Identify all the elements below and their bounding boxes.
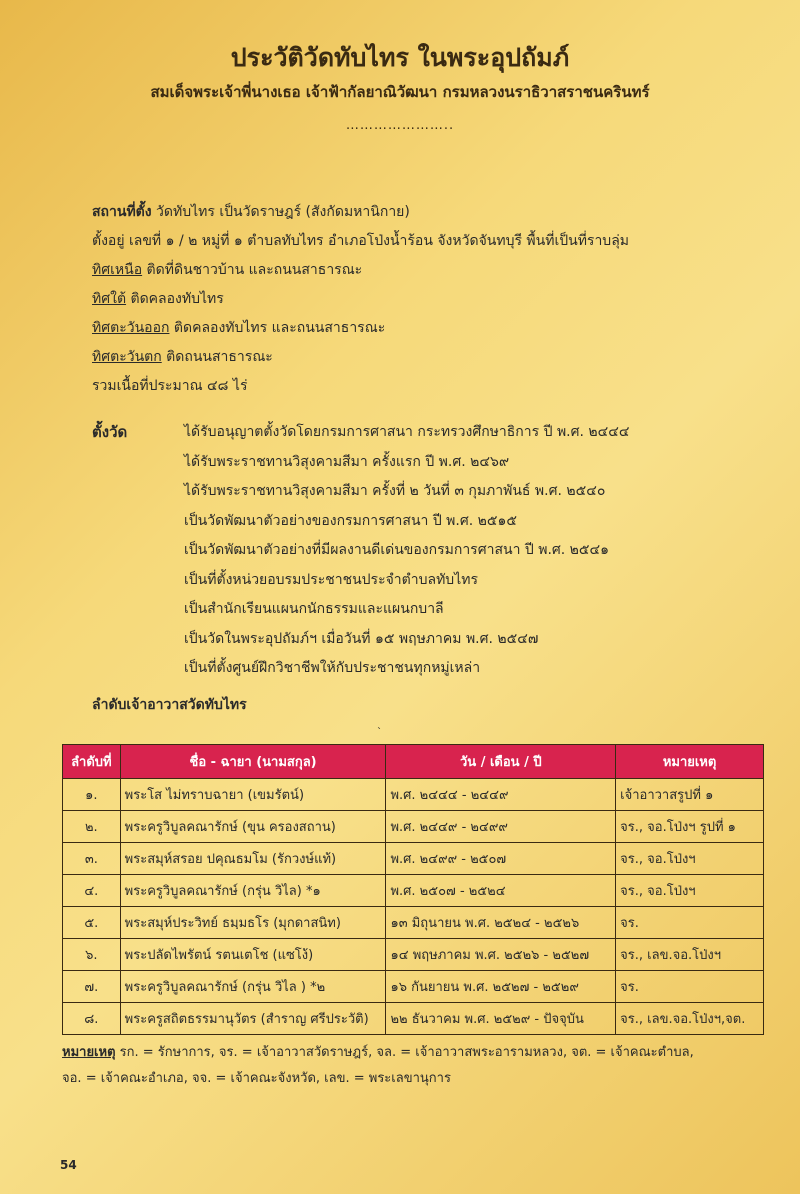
location-section [92,198,772,401]
table-row [63,779,764,811]
cell-note: จร. [616,971,764,1003]
cell-order: ๘. [63,1003,121,1035]
founding-item: ได้รับพระราชทานวิสุงคามสีมา ครั้งแรก ปี พ.ศ. ๒๔๖๙ [184,453,510,470]
cell-name: พระโส ไม่ทราบฉายา (เขมรัตน์) [120,779,386,811]
cell-date: พ.ศ. ๒๔๙๙ - ๒๕๐๗ [386,843,616,875]
footnote-label: หมายเหตุ [62,1045,116,1060]
location-text: วัดทับไทร เป็นวัดราษฎร์ (สังกัดมหานิกาย) [151,204,410,220]
east-text: ติดคลองทับไทร และถนนสาธารณะ [169,320,386,336]
table-row [63,1003,764,1035]
table-header-row [63,745,764,779]
west-text: ติดถนนสาธารณะ [161,349,273,365]
cell-order: ๕. [63,907,121,939]
east-row [92,314,772,343]
cell-name: พระครูวิบูลคณารักษ์ (กรุ่น วิไล) *๑ [120,875,386,907]
footnote-line-1 [62,1040,782,1066]
cell-note: จร., เลข.จอ.โป่งฯ [616,939,764,971]
west-label: ทิศตะวันตก [92,349,162,365]
footnote-text-1: รก. = รักษาการ, จร. = เจ้าอาวาสวัดราษฎร์, จล. = เจ้าอาวาสพระอารามหลวง, จต. = เจ้าคณะตำบล, [115,1045,694,1060]
founding-item: เป็นวัดพัฒนาตัวอย่างที่มีผลงานดีเด่นของกรมการศาสนา ปี พ.ศ. ๒๕๔๑ [184,542,609,558]
stray-mark: ˋ [377,727,382,738]
table-row [63,811,764,843]
south-row [92,285,772,314]
abbots-table [62,744,764,1035]
east-label: ทิศตะวันออก [92,320,170,336]
cell-date: พ.ศ. ๒๕๐๗ - ๒๕๒๔ [386,875,616,907]
founding-item: ได้รับพระราชทานวิสุงคามสีมา ครั้งที่ ๒ วันที่ ๓ กุมภาพันธ์ พ.ศ. ๒๕๔๐ [184,483,606,499]
cell-name: พระปลัดไพรัตน์ รตนเตโช (แซโง้) [120,939,386,971]
dotted-separator: ………………….. [345,118,455,133]
cell-date: ๑๔ พฤษภาคม พ.ศ. ๒๕๒๖ - ๒๕๒๗ [386,939,616,971]
founding-label: ตั้งวัด [92,423,128,441]
cell-date: ๑๖ กันยายน พ.ศ. ๒๕๒๗ - ๒๕๒๙ [386,971,616,1003]
col-header-date: วัน / เดือน / ปี [386,745,616,779]
founding-item: ได้รับอนุญาตตั้งวัดโดยกรมการศาสนา กระทรวงศึกษาธิการ ปี พ.ศ. ๒๔๔๔ [184,424,630,440]
table-row [63,843,764,875]
footnote-line-2: จอ. = เจ้าคณะอำเภอ, จจ. = เจ้าคณะจังหวัด, เลข. = พระเลขานุการ [62,1071,451,1086]
footnote [62,1040,782,1092]
address-line: ตั้งอยู่ เลขที่ ๑ / ๒ หมู่ที่ ๑ ตำบลทับไทร อำเภอโป่งน้ำร้อน จังหวัดจันทบุรี พื้นที่เป็นที่ราบลุ่ม [92,233,629,249]
founding-item: เป็นที่ตั้งหน่วยอบรมประชาชนประจำตำบลทับไทร [184,571,478,588]
cell-note: จร. [616,907,764,939]
cell-order: ๗. [63,971,121,1003]
cell-note: จร., จอ.โป่งฯ [616,843,764,875]
north-row [92,256,772,285]
north-text: ติดที่ดินชาวบ้าน และถนนสาธารณะ [142,262,363,278]
col-header-order: ลำดับที่ [63,745,121,779]
page-subtitle: สมเด็จพระเจ้าพี่นางเธอ เจ้าฟ้ากัลยาณิวัฒนา กรมหลวงนราธิวาสราชนครินทร์ [150,83,650,101]
cell-date: ๑๓ มิถุนายน พ.ศ. ๒๕๒๔ - ๒๕๒๖ [386,907,616,939]
col-header-note: หมายเหตุ [616,745,764,779]
table-row [63,875,764,907]
cell-note: จร., เลข.จอ.โป่งฯ,จต. [616,1003,764,1035]
cell-date: พ.ศ. ๒๔๔๔ - ๒๔๔๙ [386,779,616,811]
north-label: ทิศเหนือ [92,262,143,278]
founding-item: เป็นสำนักเรียนแผนกนักธรรมและแผนกบาลี [184,601,444,617]
founding-item: เป็นวัดพัฒนาตัวอย่างของกรมการศาสนา ปี พ.ศ. ๒๕๑๕ [184,512,517,529]
cell-name: พระสมุห์ประวิทย์ ธมฺมธโร (มุกดาสนิท) [120,907,386,939]
west-row [92,343,772,372]
location-row [92,198,772,227]
col-header-name: ชื่อ - ฉายา (นามสกุล) [120,745,386,779]
location-label: สถานที่ตั้ง [92,204,152,220]
south-text: ติดคลองทับไทร [126,291,224,307]
cell-order: ๒. [63,811,121,843]
founding-item: เป็นวัดในพระอุปถัมภ์ฯ เมื่อวันที่ ๑๕ พฤษภาคม พ.ศ. ๒๕๔๗ [184,630,539,647]
cell-order: ๑. [63,779,121,811]
page-title: ประวัติวัดทับไทร ในพระอุปถัมภ์ [230,43,570,72]
page-number: 54 [60,1158,77,1172]
cell-date: พ.ศ. ๒๔๔๙ - ๒๔๙๙ [386,811,616,843]
cell-name: พระสมุห์สรอย ปคุณธมโม (รักวงษ์แท้) [120,843,386,875]
cell-name: พระครูวิบูลคณารักษ์ (กรุ่น วิไล ) *๒ [120,971,386,1003]
cell-name: พระครูวิบูลคณารักษ์ (ขุน ครองสถาน) [120,811,386,843]
table-row [63,971,764,1003]
cell-note: จร., จอ.โป่งฯ [616,875,764,907]
cell-order: ๖. [63,939,121,971]
cell-note: เจ้าอาวาสรูปที่ ๑ [616,779,764,811]
cell-note: จร., จอ.โป่งฯ รูปที่ ๑ [616,811,764,843]
founding-item: เป็นที่ตั้งศูนย์ฝึกวิชาชีพให้กับประชาชนทุกหมู่เหล่า [184,660,481,676]
abbots-heading: ลำดับเจ้าอาวาสวัดทับไทร [92,697,247,713]
cell-order: ๓. [63,843,121,875]
founding-list [184,418,764,684]
cell-name: พระครูสถิตธรรมานุวัตร (สำราญ ศรีประวัติ) [120,1003,386,1035]
area-line: รวมเนื้อที่ประมาณ ๔๘ ไร่ [92,378,248,394]
south-label: ทิศใต้ [92,291,127,307]
table-row [63,939,764,971]
cell-order: ๔. [63,875,121,907]
table-row [63,907,764,939]
cell-date: ๒๒ ธันวาคม พ.ศ. ๒๕๒๙ - ปัจจุบัน [386,1003,616,1035]
